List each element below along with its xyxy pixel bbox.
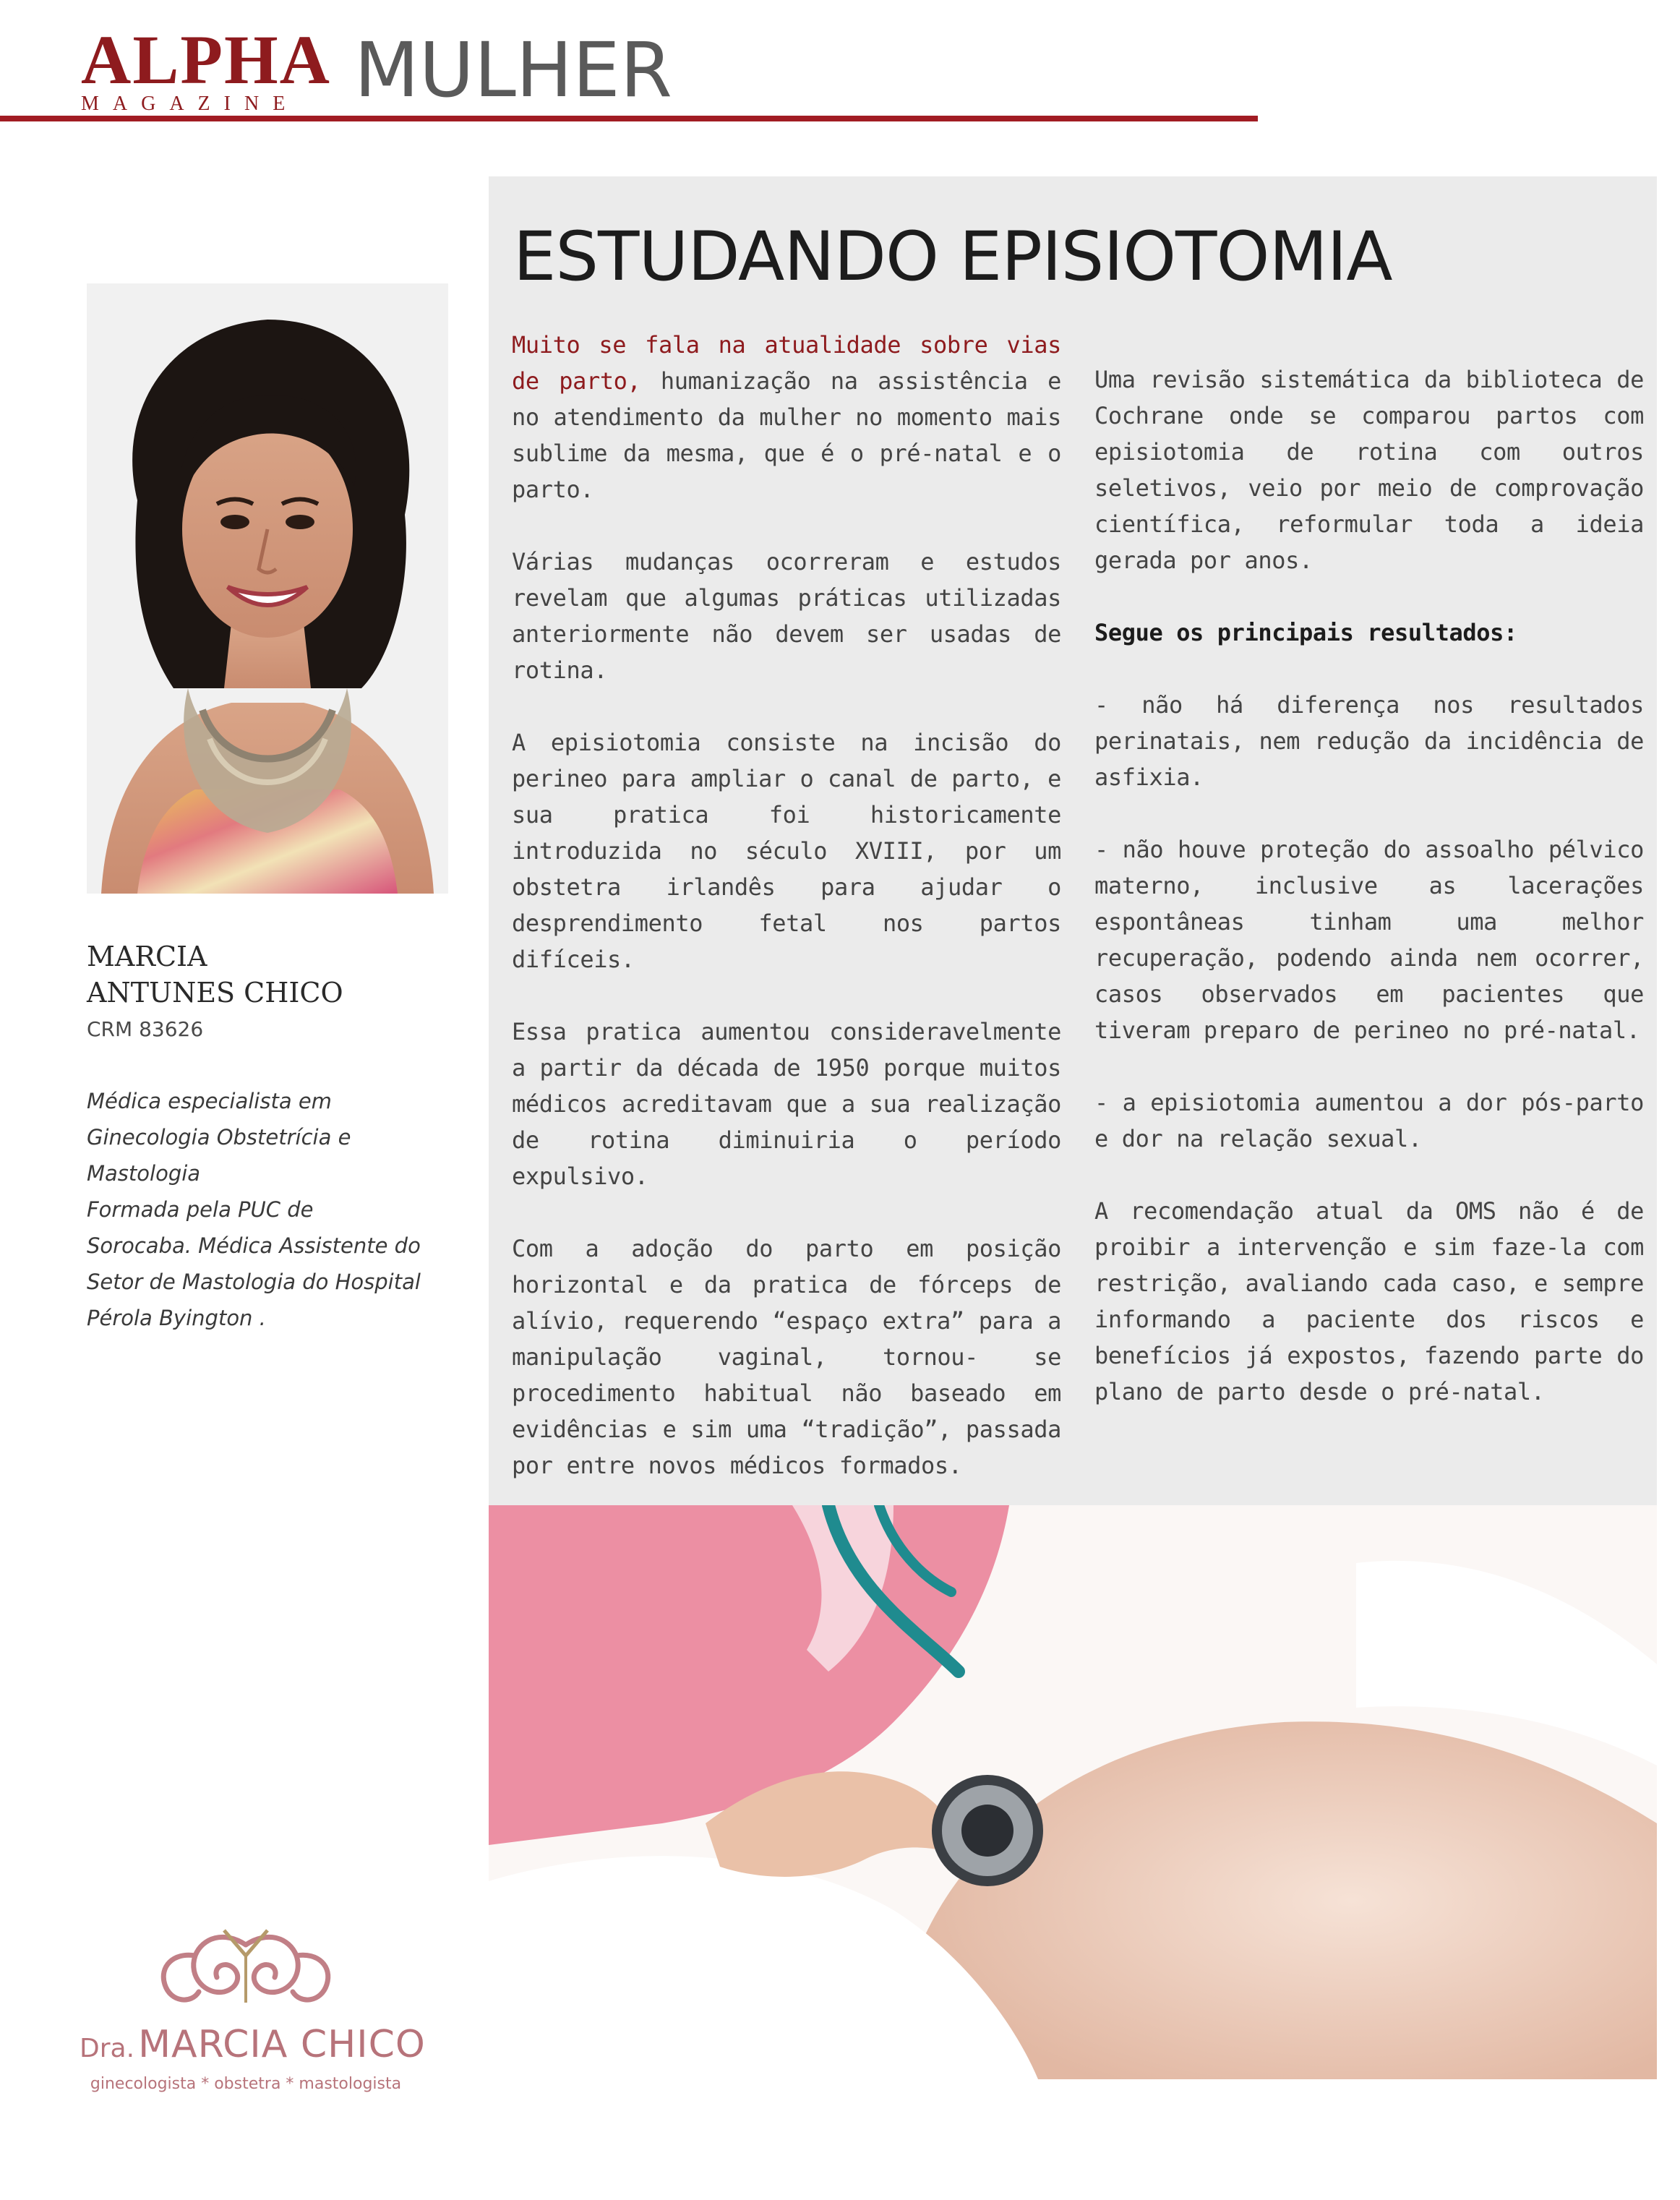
bio-line: Sorocaba. Médica Assistente do: [87, 1233, 421, 1258]
body-paragraph: Várias mudanças ocorreram e estudos revelam que algumas práticas utilizadas anteriormente não devem ser usadas de rotina.: [512, 548, 1061, 684]
bio-line: Pérola Byington .: [87, 1306, 266, 1330]
author-last-name: ANTUNES CHICO: [87, 977, 343, 1009]
article-column-right: [1094, 361, 1644, 1446]
author-name: [87, 938, 448, 1011]
header-rule: [0, 116, 1258, 121]
article-title: ESTUDANDO EPISIOTOMIA: [513, 218, 1392, 296]
logo-prefix: Dra.: [80, 2034, 135, 2063]
bio-line: Mastologia: [87, 1161, 201, 1186]
author-crm: CRM 83626: [87, 1017, 204, 1041]
logo-name: MARCIA CHICO: [138, 2023, 426, 2066]
lead-highlight: Muito se fala na atualidade sobre vias de parto,: [512, 331, 1061, 395]
lead-rest: humanização na assistência e no atendimento da mulher no momento mais sublime da mesma, que é o pré-natal e o parto.: [512, 367, 1062, 503]
bio-line: Formada pela PUC de: [87, 1197, 314, 1222]
brand-name: ALPHA: [81, 21, 331, 98]
result-item: - a episiotomia aumentou a dor pós-parto e dor na relação sexual.: [1094, 1089, 1644, 1152]
body-paragraph: Essa pratica aumentou consideravelmente a partir da década de 1950 porque muitos médicos acreditavam que a sua realização de rotina diminuiria o período expulsivo.: [512, 1018, 1061, 1190]
results-heading: Segue os principais resultados:: [1094, 619, 1517, 646]
lead-paragraph: [512, 327, 1061, 508]
bio-line: Médica especialista em: [87, 1089, 332, 1113]
section-title: MULHER: [354, 26, 672, 114]
article-column-left: [512, 327, 1061, 1520]
body-paragraph: A episiotomia consiste na incisão do perineo para ampliar o canal de parto, e sua pratica foi historicamente introduzida no século XVIII, por um obstetra irlandês para ajudar o desprendimento fetal nos partos difíceis.: [512, 729, 1061, 973]
ornament-icon: [80, 1923, 412, 2024]
result-item: - não há diferença nos resultados perinatais, nem redução da incidência de asfixia.: [1094, 691, 1644, 791]
result-item: - não houve proteção do assoalho pélvico materno, inclusive as lacerações espontâneas tinham uma melhor recuperação, podendo ainda nem ocorrer, casos observados em pacientes que tiveram preparo de perineo no pré-natal.: [1094, 836, 1644, 1044]
prenatal-exam-photo: [489, 1505, 1657, 2079]
logo-wordmark: [80, 2023, 426, 2066]
author-photo: [87, 283, 448, 894]
brand-subtitle: MAGAZINE: [81, 93, 299, 115]
conclusion-paragraph: A recomendação atual da OMS não é de proibir a intervenção e sim faze-la com restrição, avaliando cada caso, e sempre informando a paciente dos riscos e benefícios já expostos, fazendo parte do plano de parto desde o pré-natal.: [1094, 1197, 1644, 1405]
logo-subtitle: ginecologista * obstetra * mastologista: [90, 2075, 402, 2093]
author-bio: [87, 1083, 463, 1336]
body-paragraph: Uma revisão sistemática da biblioteca de Cochrane onde se comparou partos com episiotomia de rotina com outros seletivos, veio por meio de comprovação científica, reformular toda a ideia gerada por anos.: [1094, 366, 1644, 574]
author-portrait-image: [87, 283, 448, 894]
stethoscope-belly-image: [489, 1505, 1657, 2079]
bio-line: Setor de Mastologia do Hospital: [87, 1270, 421, 1294]
doctor-logo: [80, 1923, 426, 2093]
body-paragraph: Com a adoção do parto em posição horizontal e da pratica de fórceps de alívio, requerendo “espaço extra” para a manipulação vaginal, tornou- se procedimento habitual não baseado em evidências e sim uma “tradição”, passada por entre novos médicos formados.: [512, 1235, 1061, 1479]
author-first-name: MARCIA: [87, 941, 207, 972]
bio-line: Ginecologia Obstetrícia e: [87, 1125, 351, 1150]
magazine-logo: [81, 21, 335, 115]
